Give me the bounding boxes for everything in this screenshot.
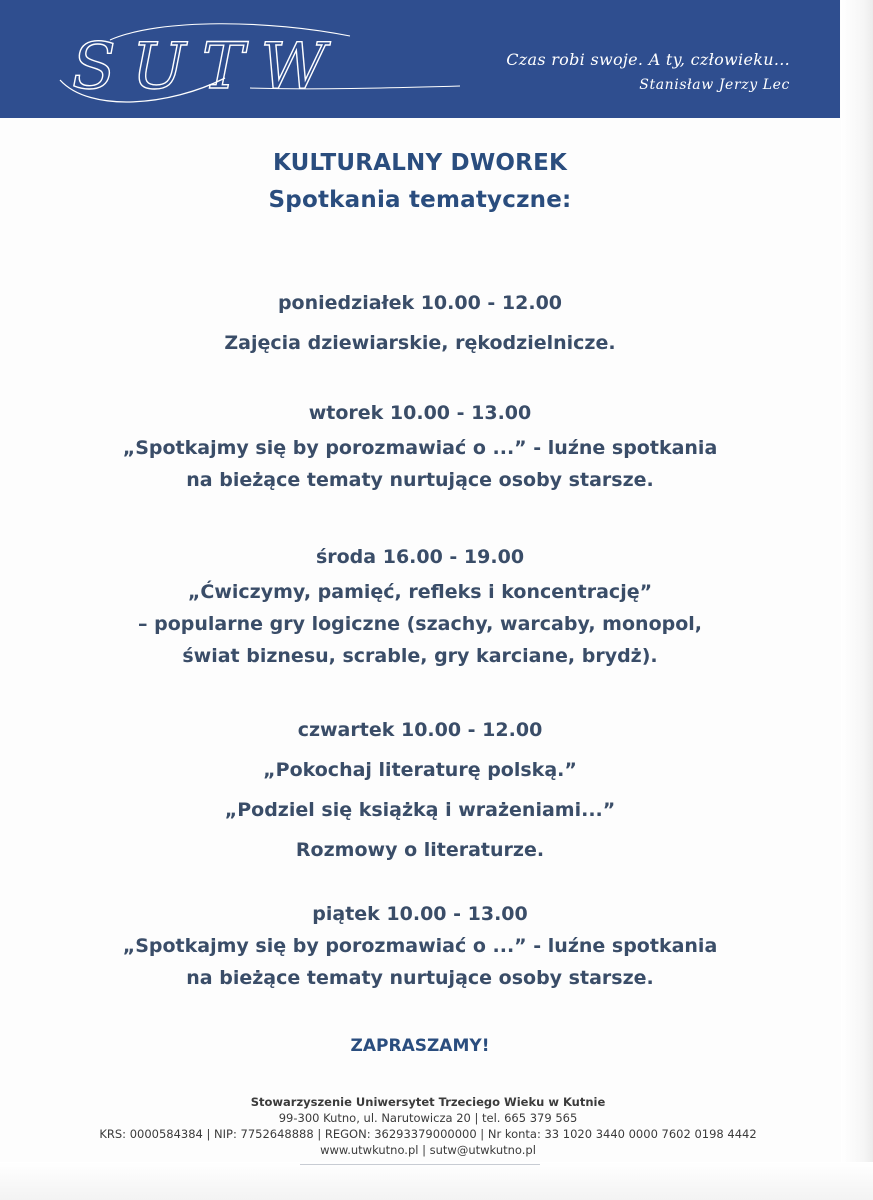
schedule-description: „Ćwiczymy, pamięć, refleks i koncentrację” — [187, 581, 653, 603]
sutw-logo — [50, 18, 470, 108]
motto-quote: Czas robi swoje. A ty, człowieku... — [506, 50, 790, 69]
logo-text: SUTW — [72, 30, 343, 104]
footer-registry: KRS: 0000584384 | NIP: 7752648888 | REGON: 36293379000000 | Nr konta: 33 1020 3440 0000 7602 0198 4442 — [99, 1127, 757, 1141]
schedule-description: „Pokochaj literaturę polską.” — [263, 759, 577, 781]
schedule-item-friday — [0, 898, 840, 994]
schedule-description: na bieżące tematy nurtujące osoby starsze. — [186, 469, 654, 491]
schedule-description: Zajęcia dziewiarskie, rękodzielnicze. — [224, 332, 616, 354]
schedule-item-monday — [0, 287, 840, 359]
schedule-description: – popularne gry logiczne (szachy, warcaby, monopol, — [137, 613, 703, 635]
motto-author: Stanisław Jerzy Lec — [639, 77, 790, 93]
schedule-description: na bieżące tematy nurtujące osoby starsze. — [186, 967, 654, 989]
motto — [506, 50, 790, 93]
schedule-description: „Podziel się książką i wrażeniami...” — [224, 799, 616, 821]
schedule-description: Rozmowy o literaturze. — [295, 839, 545, 861]
footer-organization: Stowarzyszenie Uniwersytet Trzeciego Wieku w Kutnie — [250, 1095, 606, 1109]
footer-address: 99-300 Kutno, ul. Narutowicza 20 | tel. 665 379 565 — [278, 1111, 578, 1125]
schedule-time: czwartek 10.00 - 12.00 — [297, 719, 543, 741]
call-to-action: ZAPRASZAMY! — [350, 1036, 490, 1056]
footer-web: www.utwkutno.pl | sutw@utwkutno.pl — [320, 1143, 536, 1157]
scan-right-edge — [841, 0, 873, 1200]
footer-divider — [300, 1164, 540, 1165]
document-subtitle: Spotkania tematyczne: — [268, 187, 572, 213]
schedule-time: piątek 10.00 - 13.00 — [312, 903, 528, 925]
schedule-description: „Spotkajmy się by porozmawiać o ...” - luźne spotkania — [122, 935, 718, 957]
main-content — [0, 145, 840, 1058]
schedule-item-wednesday — [0, 541, 840, 672]
schedule-description: „Spotkajmy się by porozmawiać o ...” - luźne spotkania — [122, 437, 718, 459]
scan-bottom-edge — [0, 1162, 873, 1200]
header-band — [0, 0, 840, 118]
schedule-description: świat biznesu, scrable, gry karciane, brydż). — [182, 645, 658, 667]
schedule-item-thursday — [0, 714, 840, 866]
schedule-time: poniedziałek 10.00 - 12.00 — [277, 292, 563, 314]
schedule-time: wtorek 10.00 - 13.00 — [308, 402, 532, 424]
document-title: KULTURALNY DWOREK — [272, 150, 568, 176]
footer — [0, 1094, 856, 1158]
schedule-item-tuesday — [0, 397, 840, 496]
schedule-time: środa 16.00 - 19.00 — [315, 546, 525, 568]
